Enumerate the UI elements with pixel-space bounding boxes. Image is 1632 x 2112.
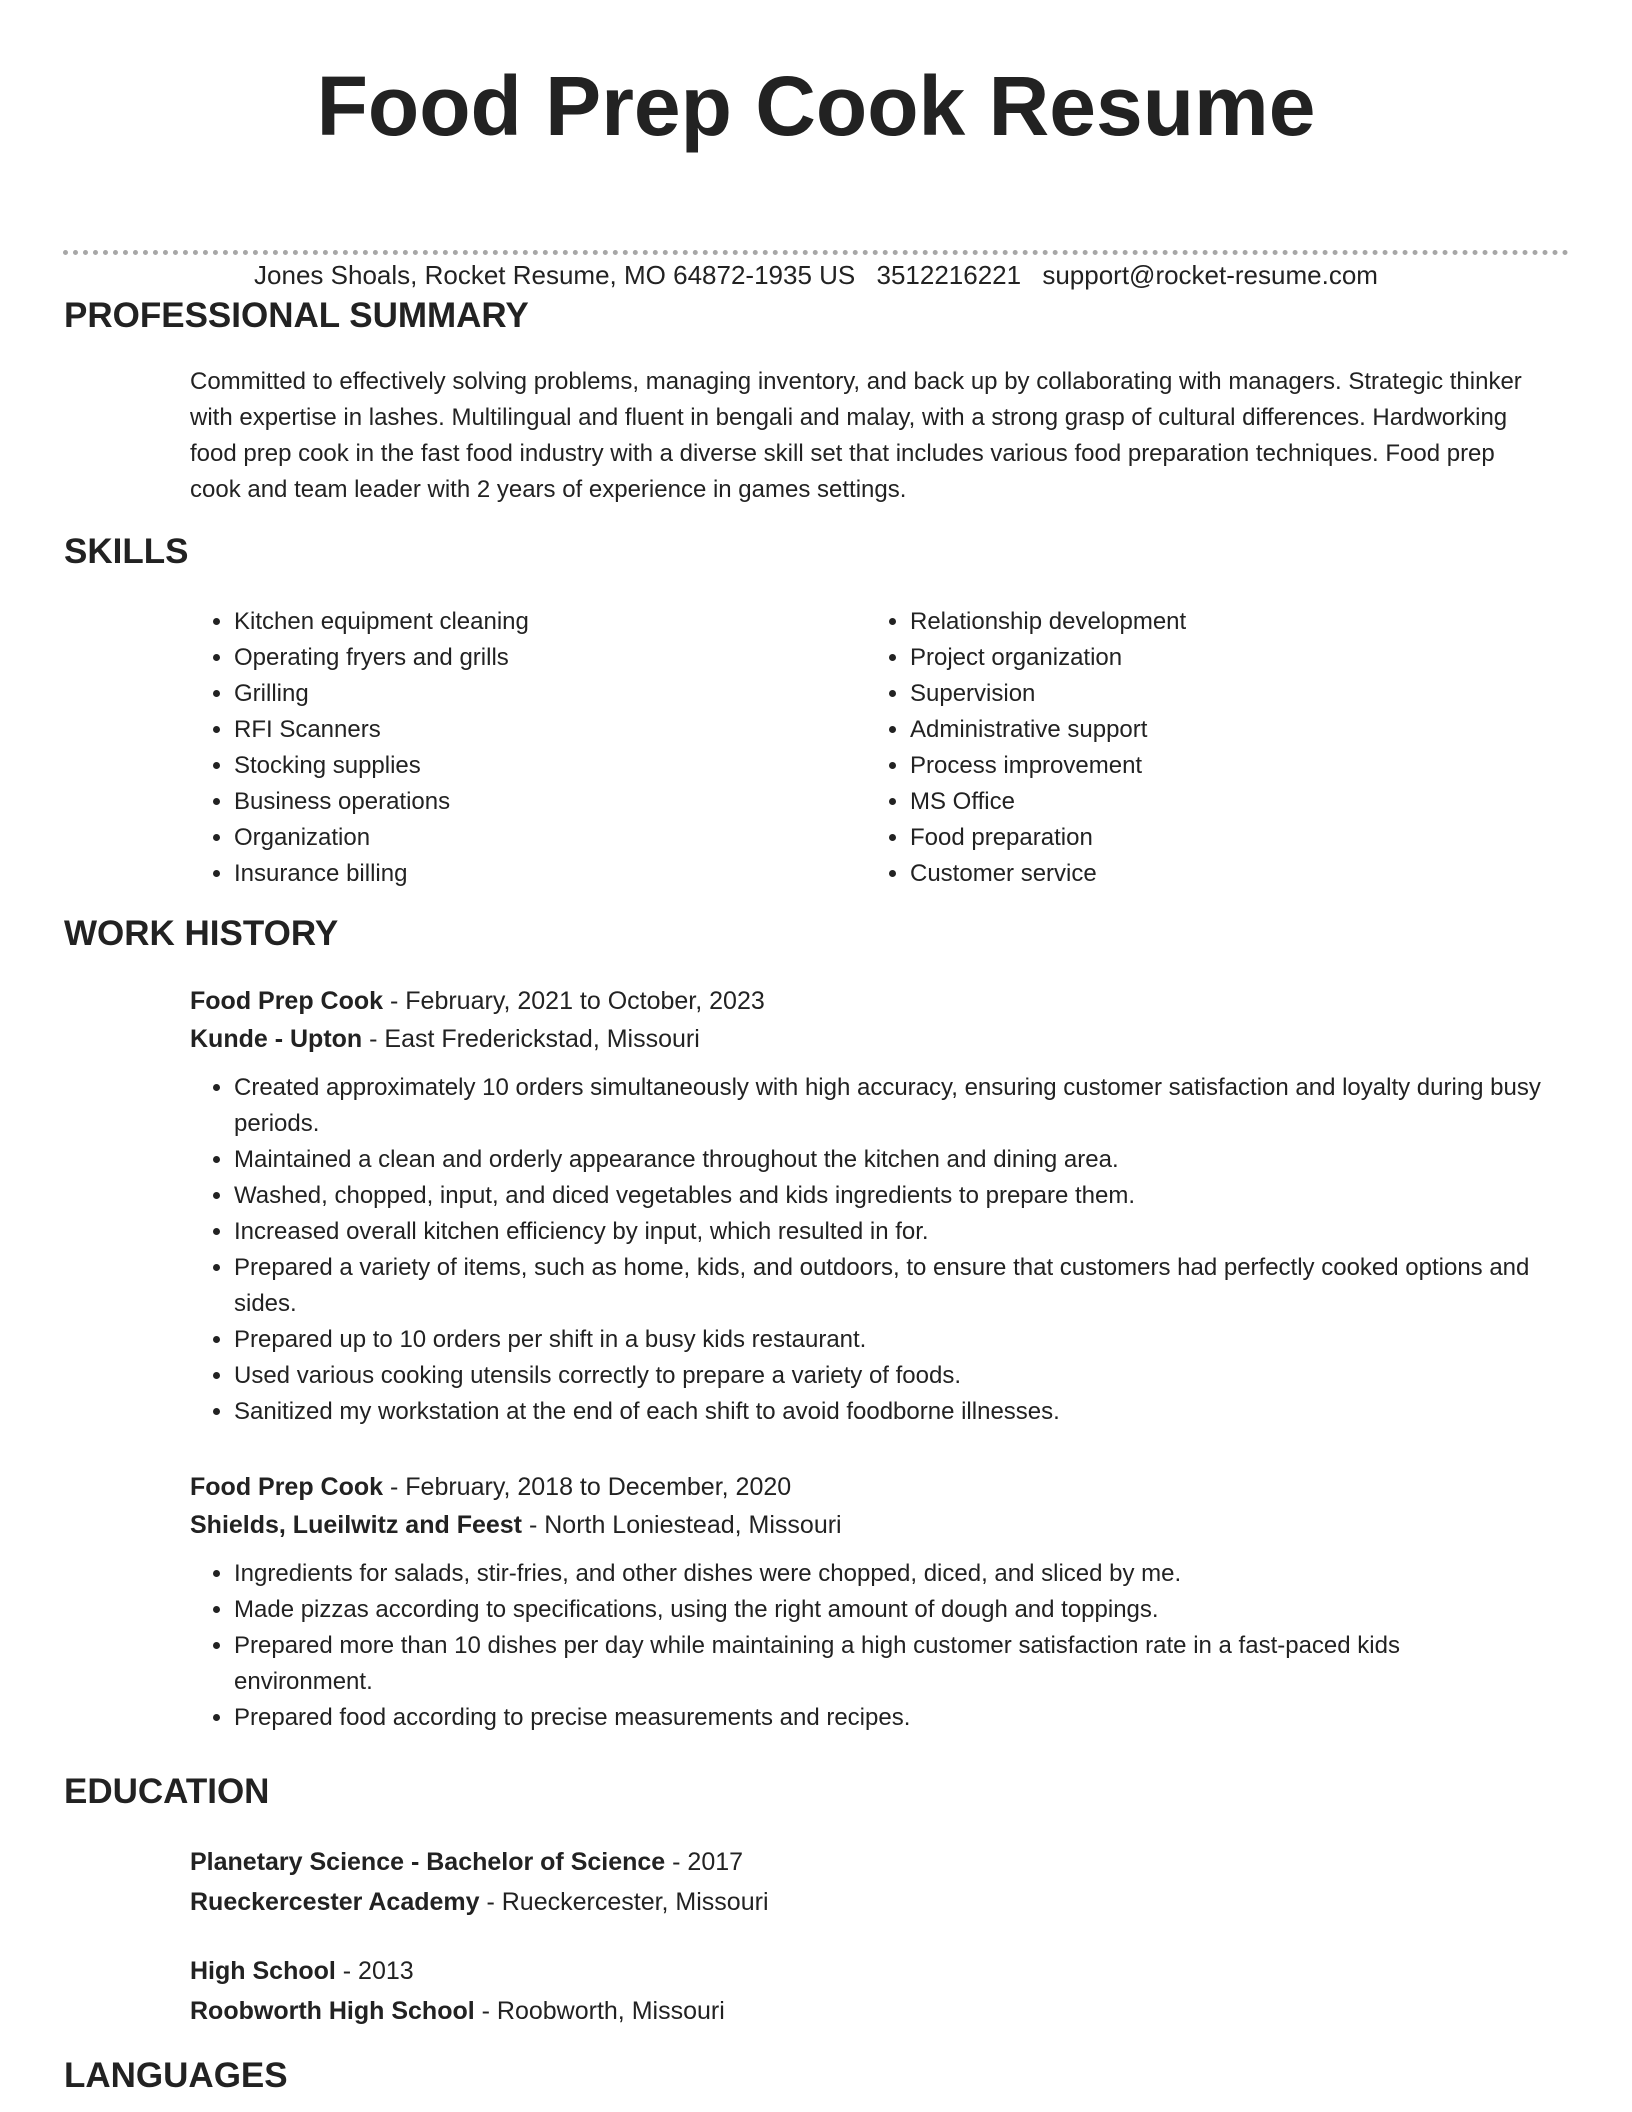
job-bullet: • Washed, chopped, input, and diced vegetables and kids ingredients to prepare them. — [234, 1178, 1545, 1214]
job-entry — [190, 1468, 1545, 1736]
job-bullet: • Prepared food according to precise measurements and recipes. — [234, 1700, 1545, 1736]
skill-item: • Business operations — [234, 784, 529, 820]
job-company-line — [190, 1506, 1545, 1544]
job-bullet: • Ingredients for salads, stir-fries, and other dishes were chopped, diced, and sliced by me. — [234, 1556, 1545, 1592]
section-title-education: EDUCATION — [64, 1772, 270, 1811]
job-entry — [190, 982, 1545, 1430]
job-dates: - February, 2021 to October, 2023 — [383, 987, 765, 1015]
section-title-summary: PROFESSIONAL SUMMARY — [64, 296, 529, 335]
skill-item: • RFI Scanners — [234, 712, 529, 748]
contact-phone[interactable]: 3512216221 — [876, 260, 1022, 290]
skill-item: • MS Office — [910, 784, 1186, 820]
job-bullet: • Increased overall kitchen efficiency by input, which resulted in for. — [234, 1214, 1545, 1250]
skill-item: • Food preparation — [910, 820, 1186, 856]
skill-item: • Kitchen equipment cleaning — [234, 604, 529, 640]
skill-item: • Process improvement — [910, 748, 1186, 784]
contact-email[interactable]: support@rocket-resume.com — [1042, 260, 1378, 290]
section-title-skills: SKILLS — [64, 532, 189, 571]
skill-item: • Insurance billing — [234, 856, 529, 892]
skill-item: • Project organization — [910, 640, 1186, 676]
skill-item: • Supervision — [910, 676, 1186, 712]
job-bullet: • Used various cooking utensils correctly to prepare a variety of foods. — [234, 1358, 1545, 1394]
summary-text: Committed to effectively solving problems, managing inventory, and back up by collaborating with managers. Strategic thinker with expertise in lashes. Multilingual and fluent in bengali and malay, with a strong grasp of cultural differences. Hardworking food prep cook in the fast food industry with a diverse skill set that includes various food preparation techniques. Food prep cook and team leader with 2 years of experience in games settings. — [190, 368, 1522, 503]
skills-list-left — [190, 604, 529, 892]
job-company: Shields, Lueilwitz and Feest — [190, 1511, 523, 1539]
resume-title: Food Prep Cook Resume — [316, 59, 1316, 153]
education-degree-line — [190, 1842, 1545, 1882]
education-year: - 2013 — [335, 1957, 414, 1985]
job-title-line — [190, 982, 1545, 1020]
job-title-line — [190, 1468, 1545, 1506]
skill-item: • Grilling — [234, 676, 529, 712]
education-degree: Planetary Science - Bachelor of Science — [190, 1848, 666, 1876]
section-title-work-history: WORK HISTORY — [64, 914, 339, 953]
job-company: Kunde - Upton — [190, 1025, 363, 1053]
skill-item: • Organization — [234, 820, 529, 856]
section-title-languages: LANGUAGES — [64, 2056, 288, 2095]
job-company-line — [190, 1020, 1545, 1058]
contact-line — [0, 258, 1632, 292]
job-title: Food Prep Cook — [190, 987, 384, 1015]
skill-item: • Administrative support — [910, 712, 1186, 748]
skill-item: • Operating fryers and grills — [234, 640, 529, 676]
education-degree-line — [190, 1951, 1545, 1991]
header-divider — [63, 250, 1569, 255]
job-bullet: • Sanitized my workstation at the end of each shift to avoid foodborne illnesses. — [234, 1394, 1545, 1430]
job-bullet: • Prepared up to 10 orders per shift in a busy kids restaurant. — [234, 1322, 1545, 1358]
job-bullet: • Made pizzas according to specifications, using the right amount of dough and toppings. — [234, 1592, 1545, 1628]
education-year: - 2017 — [665, 1848, 744, 1876]
education-school: Rueckercester Academy — [190, 1888, 480, 1916]
job-location: - North Loniestead, Missouri — [522, 1511, 842, 1539]
skill-item: • Relationship development — [910, 604, 1186, 640]
skills-list-right — [866, 604, 1186, 892]
education-school-line — [190, 1991, 1545, 2031]
job-bullets — [190, 1070, 1545, 1430]
job-location: - East Frederickstad, Missouri — [362, 1025, 700, 1053]
education-location: - Roobworth, Missouri — [474, 1997, 725, 2025]
education-school-line — [190, 1882, 1545, 1922]
education-entry — [190, 1951, 1545, 2031]
job-bullet: • Prepared more than 10 dishes per day while maintaining a high customer satisfaction rate in a fast-paced kids environment. — [234, 1628, 1545, 1700]
education-degree: High School — [190, 1957, 336, 1985]
job-title: Food Prep Cook — [190, 1473, 384, 1501]
job-bullet: • Maintained a clean and orderly appearance throughout the kitchen and dining area. — [234, 1142, 1545, 1178]
education-entry — [190, 1842, 1545, 1922]
job-bullets — [190, 1556, 1545, 1736]
education-location: - Rueckercester, Missouri — [479, 1888, 769, 1916]
skill-item: • Customer service — [910, 856, 1186, 892]
job-dates: - February, 2018 to December, 2020 — [383, 1473, 792, 1501]
skill-item: • Stocking supplies — [234, 748, 529, 784]
contact-address: Jones Shoals, Rocket Resume, MO 64872-1935 US — [254, 260, 856, 290]
education-school: Roobworth High School — [190, 1997, 475, 2025]
job-bullet: • Prepared a variety of items, such as home, kids, and outdoors, to ensure that customers had perfectly cooked options and sides. — [234, 1250, 1545, 1322]
job-bullet: • Created approximately 10 orders simultaneously with high accuracy, ensuring customer satisfaction and loyalty during busy periods. — [234, 1070, 1545, 1142]
